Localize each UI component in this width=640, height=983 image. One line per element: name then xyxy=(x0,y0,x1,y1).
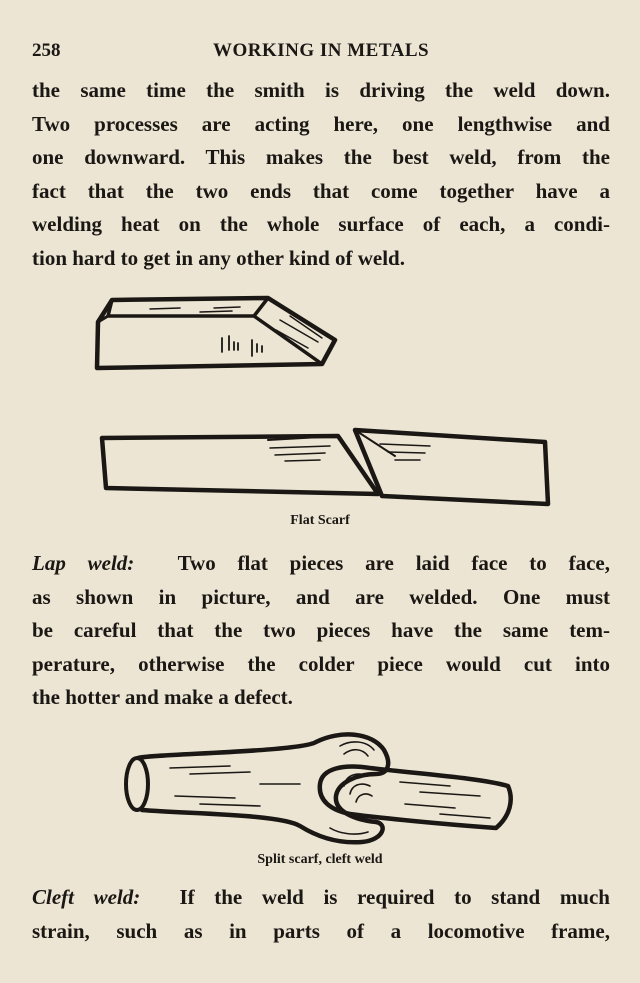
page-header xyxy=(32,40,610,66)
split-scarf-illustration xyxy=(0,724,640,854)
paragraph-lap-weld xyxy=(32,547,610,715)
running-head: WORKING IN METALS xyxy=(212,40,430,61)
text-line-body: Two flat pieces are laid face to face, xyxy=(177,551,611,575)
flat-scarf-illustration xyxy=(0,280,640,510)
text-line: fact that the two ends that come together have a xyxy=(32,178,610,203)
text-line: welding heat on the whole surface of each, a condi- xyxy=(32,212,610,237)
paragraph-continuation xyxy=(32,74,610,276)
text-line: strain, such as in parts of a locomotive frame, xyxy=(32,918,610,943)
text-line: Two processes are acting here, one lengthwise and xyxy=(32,111,610,136)
paragraph-cleft-weld xyxy=(32,881,610,948)
text-line: be careful that the two pieces have the same tem- xyxy=(32,618,610,643)
figure-caption: Flat Scarf xyxy=(290,513,350,528)
text-line: as shown in picture, and are welded. One must xyxy=(32,584,610,609)
text-line: tion hard to get in any other kind of weld. xyxy=(32,245,405,270)
lower-scarfed-bars xyxy=(102,430,548,504)
text-line: the hotter and make a defect. xyxy=(32,685,293,710)
figure-caption: Split scarf, cleft weld xyxy=(257,852,383,867)
text-line: the same time the smith is driving the weld down. xyxy=(32,78,610,102)
upper-scarfed-bar xyxy=(97,298,335,368)
page-number: 258 xyxy=(32,40,61,61)
text-line xyxy=(32,881,610,915)
term-cleft-weld: Cleft weld: xyxy=(32,885,141,909)
text-line: one downward. This makes the best weld, from the xyxy=(32,145,610,170)
term-lap-weld: Lap weld: xyxy=(32,551,135,575)
text-line: perature, otherwise the colder piece would cut into xyxy=(32,651,610,676)
cleft-weld-bars xyxy=(126,734,511,842)
text-line xyxy=(32,547,610,581)
text-line-body: If the weld is required to stand much xyxy=(179,885,610,909)
